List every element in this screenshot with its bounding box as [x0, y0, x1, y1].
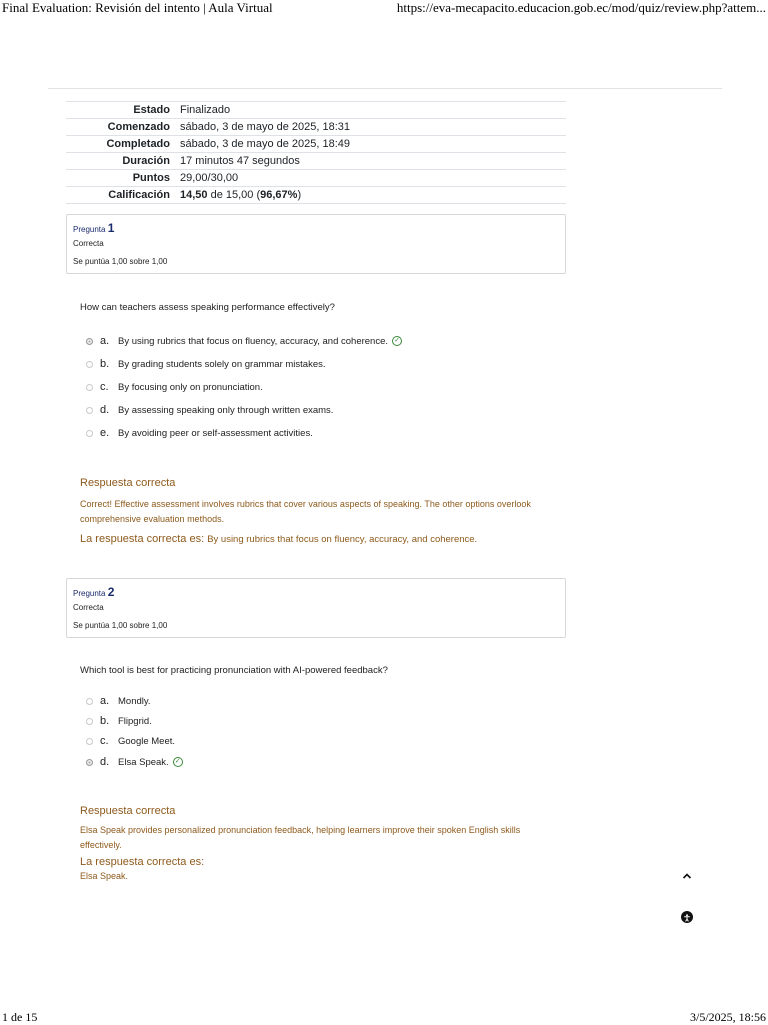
grade-close: ) [297, 189, 302, 201]
chevron-up-icon[interactable] [681, 870, 693, 882]
question-1-feedback-title: Respuesta correcta [80, 477, 176, 489]
check-circle-icon: ✓ [173, 757, 183, 767]
summary-label: Estado [66, 102, 176, 119]
question-label: Pregunta [73, 225, 106, 234]
radio-button[interactable] [86, 698, 93, 705]
answer-letter: b. [100, 358, 110, 370]
summary-row-estado [66, 102, 566, 119]
question-number [73, 585, 114, 599]
question-number-value: 2 [107, 585, 115, 599]
answer-text: Google Meet. [118, 735, 176, 747]
question-state: Correcta [73, 239, 104, 248]
right-answer-label: La respuesta correcta es: [80, 533, 205, 545]
question-state: Correcta [73, 603, 104, 612]
radio-button[interactable] [86, 361, 93, 368]
question-2-text: Which tool is best for practicing pronunciation with AI-powered feedback? [80, 665, 388, 676]
radio-button[interactable] [86, 718, 93, 725]
answer-text: By avoiding peer or self-assessment activities. [118, 427, 313, 439]
question-2-answer-c[interactable] [86, 734, 175, 748]
summary-row-calificacion [66, 187, 566, 204]
answer-letter: a. [100, 335, 110, 347]
question-1-text: How can teachers assess speaking performance effectively? [80, 302, 335, 313]
question-2-answer-d[interactable] [86, 755, 183, 769]
question-2-info-box [66, 578, 566, 638]
question-2-feedback-title: Respuesta correcta [80, 805, 176, 817]
summary-label: Calificación [66, 187, 176, 204]
answer-letter: a. [100, 695, 110, 707]
summary-value: sábado, 3 de mayo de 2025, 18:49 [176, 136, 566, 153]
accessibility-icon[interactable] [681, 911, 693, 923]
answer-text: By grading students solely on grammar mistakes. [118, 358, 326, 370]
radio-button[interactable] [86, 384, 93, 391]
summary-value: 29,00/30,00 [176, 170, 566, 187]
answer-text: Elsa Speak. [118, 756, 169, 768]
answer-letter: e. [100, 427, 110, 439]
grade-percent: 96,67% [260, 189, 298, 201]
check-circle-icon: ✓ [392, 336, 402, 346]
summary-row-comenzado [66, 119, 566, 136]
top-divider [48, 88, 722, 89]
answer-text: By focusing only on pronunciation. [118, 381, 263, 393]
radio-button[interactable] [86, 430, 93, 437]
question-label: Pregunta [73, 589, 106, 598]
summary-row-puntos [66, 170, 566, 187]
answer-text: By assessing speaking only through written exams. [118, 404, 334, 416]
question-1-feedback-text: Correct! Effective assessment involves rubrics that cover various aspects of speaking. The other options overlook comprehensive evaluation methods. [80, 499, 531, 524]
question-1-answer-c[interactable] [86, 380, 263, 394]
question-2-answer-a[interactable] [86, 694, 151, 708]
print-page-title: Final Evaluation: Revisión del intento | Aula Virtual [2, 0, 273, 15]
summary-row-duracion [66, 153, 566, 170]
answer-text: By using rubrics that focus on fluency, accuracy, and coherence. [118, 335, 389, 347]
question-2-right-answer-label: La respuesta correcta es: [80, 856, 205, 868]
question-grade: Se puntúa 1,00 sobre 1,00 [73, 621, 168, 630]
grade-out-of: de 15,00 ( [210, 189, 261, 201]
question-1-answer-a[interactable] [86, 334, 402, 348]
radio-button[interactable] [86, 407, 93, 414]
summary-label: Completado [66, 136, 176, 153]
radio-button-selected[interactable] [86, 338, 93, 345]
question-2-feedback-text: Elsa Speak provides personalized pronunciation feedback, helping learners improve their spoken English skills effectively. [80, 825, 521, 850]
answer-letter: b. [100, 715, 110, 727]
right-answer-value: By using rubrics that focus on fluency, accuracy, and coherence. [207, 534, 478, 545]
answer-letter: c. [100, 381, 109, 393]
print-page-number: 1 de 15 [2, 1010, 38, 1024]
radio-button-selected[interactable] [86, 759, 93, 766]
print-datetime: 3/5/2025, 18:56 [689, 1010, 766, 1024]
answer-letter: d. [100, 756, 110, 768]
answer-letter: c. [100, 735, 109, 747]
question-1-info-box [66, 214, 566, 274]
question-1-right-answer [80, 533, 477, 545]
answer-letter: d. [100, 404, 110, 416]
attempt-summary-table [66, 101, 566, 204]
question-number [73, 221, 114, 235]
question-1-answer-e[interactable] [86, 426, 313, 440]
question-1-answer-b[interactable] [86, 357, 326, 371]
answer-text: Mondly. [118, 695, 151, 707]
summary-label: Duración [66, 153, 176, 170]
print-page-url: https://eva-mecapacito.educacion.gob.ec/mod/quiz/review.php?attem... [396, 0, 766, 15]
summary-value: Finalizado [176, 102, 566, 119]
summary-row-completado [66, 136, 566, 153]
summary-value: 17 minutos 47 segundos [176, 153, 566, 170]
question-grade: Se puntúa 1,00 sobre 1,00 [73, 257, 168, 266]
summary-label: Comenzado [66, 119, 176, 136]
radio-button[interactable] [86, 738, 93, 745]
question-2-right-answer-value: Elsa Speak. [80, 871, 129, 881]
question-1-answer-d[interactable] [86, 403, 333, 417]
question-number-value: 1 [107, 221, 115, 235]
answer-text: Flipgrid. [118, 715, 152, 727]
grade-score: 14,50 [180, 189, 208, 201]
summary-value: sábado, 3 de mayo de 2025, 18:31 [176, 119, 566, 136]
summary-label: Puntos [66, 170, 176, 187]
summary-grade-value [176, 187, 566, 204]
question-2-answer-b[interactable] [86, 714, 152, 728]
